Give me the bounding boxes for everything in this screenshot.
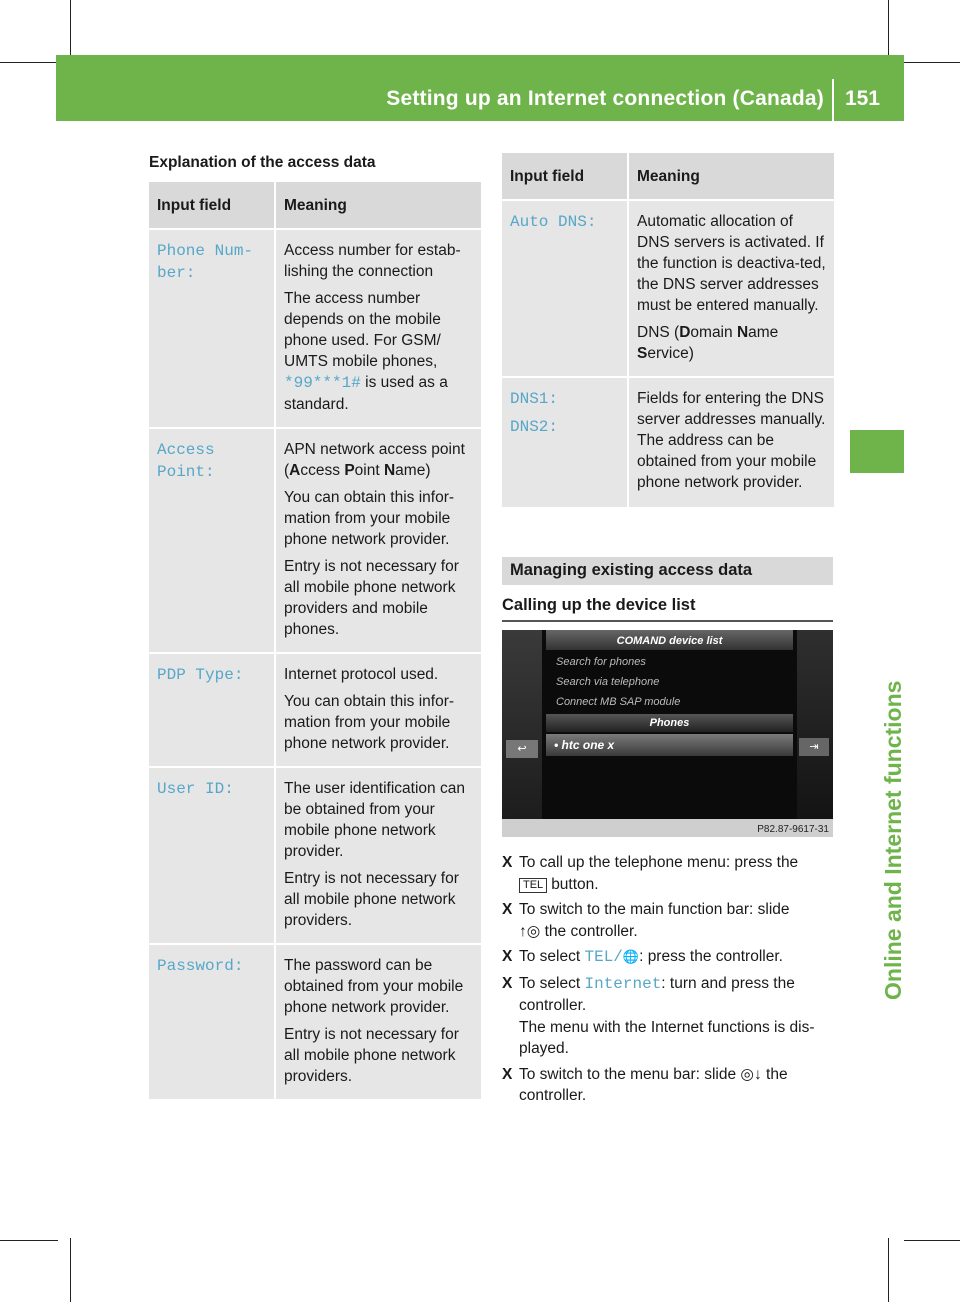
field-name: Password: [149, 943, 274, 1099]
list-item: X To select Internet: turn and press the controller. The menu with the Internet functions is dis-played. [502, 974, 815, 1057]
tel-key-icon: TEL [519, 878, 547, 893]
field-meaning: Internet protocol used. You can obtain this infor-mation from your mobile phone network provider. [274, 652, 481, 766]
crop-mark [0, 1240, 58, 1241]
column-header-field: Input field [149, 182, 274, 228]
menu-item: Search via telephone [556, 676, 660, 688]
list-item: X To select TEL/🌐: press the controller. [502, 948, 783, 966]
field-meaning: APN network access point (Access Point Name) You can obtain this infor-mation from your mobile phone network provider. Entry is not necessary for all mobile phone network providers and mobile phones. [274, 427, 481, 652]
field-meaning: Fields for entering the DNS server addresses manually. The address can be obtained from your mobile phone network provider. [627, 376, 834, 507]
field-name: Phone Num- ber: [149, 228, 274, 427]
code-value: *99***1# [284, 374, 361, 392]
field-name: PDP Type: [149, 652, 274, 766]
section-heading-bar [502, 557, 833, 585]
field-name: User ID: [149, 766, 274, 943]
crop-mark [0, 62, 58, 63]
crop-mark [888, 1238, 889, 1302]
access-data-table [149, 182, 481, 1099]
table-row [149, 228, 481, 427]
instruction-list [502, 852, 834, 1111]
page-title: Setting up an Internet connection (Canada) [386, 87, 824, 110]
exit-icon: ⇥ [799, 738, 829, 756]
header-divider [832, 79, 834, 121]
table-row [149, 427, 481, 652]
chapter-marker [850, 430, 904, 473]
table-row [149, 943, 481, 1099]
page-header [56, 55, 904, 121]
table-row [502, 376, 834, 507]
list-item: X To switch to the main function bar: slide ↑◎ the controller. [502, 901, 790, 940]
group-header: Phones [546, 714, 793, 732]
section-heading: Managing existing access data [510, 561, 753, 579]
field-name: DNS1: DNS2: [502, 376, 627, 507]
column-header-field: Input field [502, 153, 627, 199]
screen-title: COMAND device list [546, 630, 793, 650]
dns-table [502, 153, 834, 507]
crop-mark [904, 62, 960, 63]
menu-item: Connect MB SAP module [556, 696, 681, 708]
page-number: 151 [844, 87, 880, 110]
list-item: X To switch to the menu bar: slide ◎↓ the controller. [502, 1065, 788, 1104]
list-item: X To call up the telephone menu: press the TEL button. [502, 854, 799, 893]
selected-device: • htc one x [546, 734, 793, 756]
table-row [502, 199, 834, 376]
crop-mark [904, 1240, 960, 1241]
field-meaning: The password can be obtained from your mobile phone network provider. Entry is not necessary for all mobile phone network providers. [274, 943, 481, 1099]
right-panel [797, 630, 833, 837]
controller-down-icon: ◎↓ [740, 1065, 762, 1083]
table-row [149, 766, 481, 943]
subsection-heading: Calling up the device list [502, 596, 696, 614]
controller-up-icon: ↑◎ [519, 922, 541, 940]
section-heading: Explanation of the access data [149, 154, 376, 171]
table-row [149, 652, 481, 766]
field-meaning: Access number for estab-lishing the connection The access number depends on the mobile phone used. For GSM/ UMTS mobile phones, *99***1# is used as a standard. [274, 228, 481, 427]
chapter-label: Online and Internet functions [880, 680, 906, 1000]
field-meaning: Automatic allocation of DNS servers is activated. If the function is deactiva-ted, the DNS server addresses must be entered manually. DNS (Domain Name Service) [627, 199, 834, 376]
field-meaning: The user identification can be obtained from your mobile phone network provider. Entry is not necessary for all mobile phone network providers. [274, 766, 481, 943]
crop-mark [70, 1238, 71, 1302]
column-header-meaning: Meaning [274, 182, 481, 228]
divider [502, 620, 833, 622]
field-name: Auto DNS: [502, 199, 627, 376]
device-list-screenshot [502, 630, 833, 837]
back-icon: ↩ [506, 740, 538, 758]
field-name: Access Point: [149, 427, 274, 652]
figure-reference: P82.87-9617-31 [757, 824, 829, 835]
globe-icon: 🌐 [622, 949, 640, 964]
left-panel [502, 630, 542, 837]
menu-item: Search for phones [556, 656, 646, 668]
column-header-meaning: Meaning [627, 153, 834, 199]
